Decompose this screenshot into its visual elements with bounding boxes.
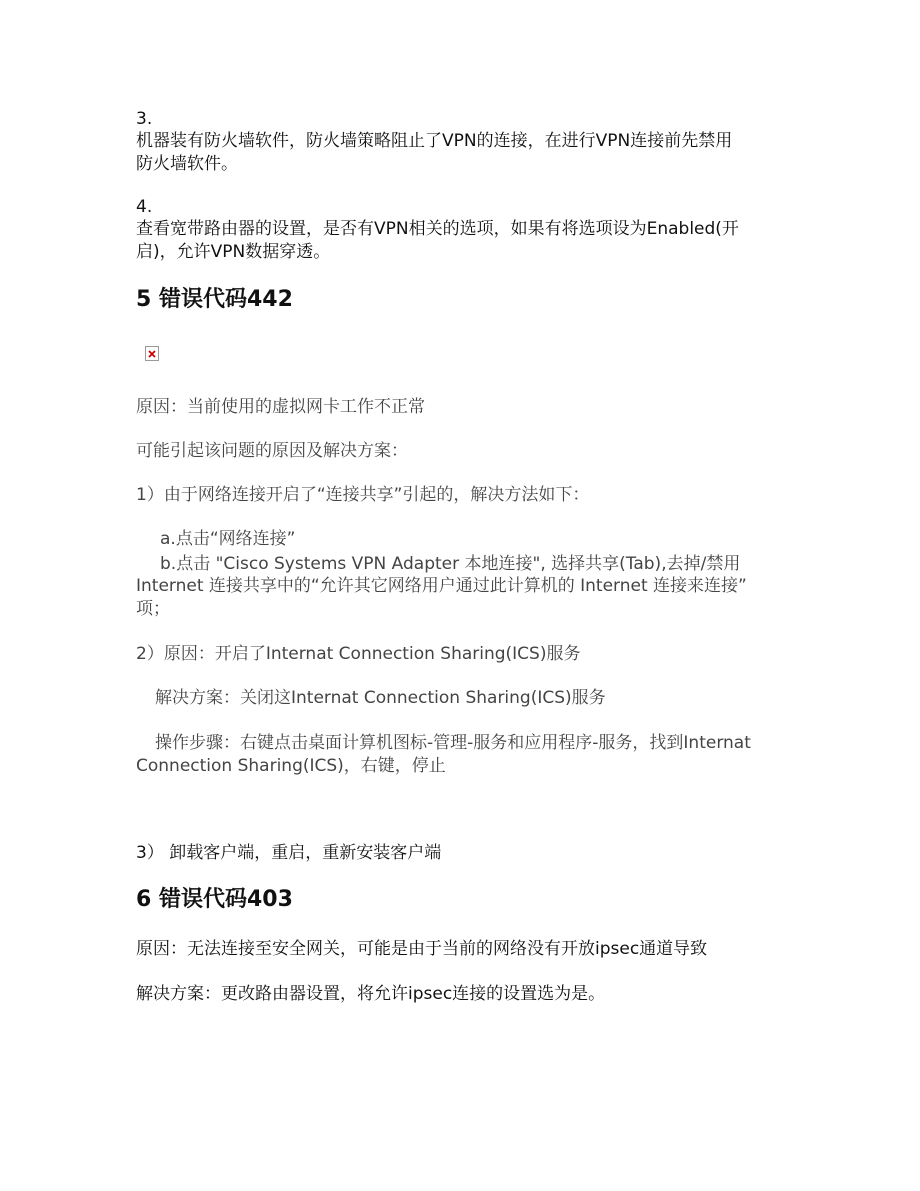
section-5-heading: 5 错误代码442 bbox=[136, 287, 293, 312]
reason-1-step-b-line-2: Internet 连接共享中的“允许其它网络用户通过此计算机的 Internet 连接来连接” bbox=[136, 576, 747, 596]
item-4-text-line-2: 启)，允许VPN数据穿透。 bbox=[136, 242, 331, 262]
item-3-number: 3. bbox=[136, 109, 153, 129]
reason-1-step-b-line-1: b.点击 "Cisco Systems VPN Adapter 本地连接", 选择共享(Tab),去掉/禁用 bbox=[160, 554, 741, 574]
reason-2-steps-line-1: 操作步骤：右键点击桌面计算机图标-管理-服务和应用程序-服务，找到Internat bbox=[155, 733, 751, 753]
item-4-number: 4. bbox=[136, 197, 153, 217]
section-6-heading: 6 错误代码403 bbox=[136, 887, 293, 912]
item-3-text-line-1: 机器装有防火墙软件，防火墙策略阻止了VPN的连接，在进行VPN连接前先禁用 bbox=[136, 131, 733, 151]
reason-2-solution: 解决方案：关闭这Internat Connection Sharing(ICS)服务 bbox=[155, 688, 606, 708]
item-3-text-line-2: 防火墙软件。 bbox=[136, 154, 238, 174]
section-6-cause: 原因：无法连接至安全网关，可能是由于当前的网络没有开放ipsec通道导致 bbox=[136, 939, 708, 959]
item-4-text-line-1: 查看宽带路由器的设置，是否有VPN相关的选项，如果有将选项设为Enabled(开 bbox=[136, 219, 739, 239]
reason-1-step-b-line-3: 项； bbox=[136, 599, 170, 619]
section-5-intro: 可能引起该问题的原因及解决方案： bbox=[136, 441, 408, 461]
broken-image-icon bbox=[145, 346, 159, 361]
section-5-reason-2: 2）原因：开启了Internat Connection Sharing(ICS)服务 bbox=[136, 644, 581, 664]
section-5-reason-1: 1）由于网络连接开启了“连接共享”引起的，解决方法如下： bbox=[136, 485, 590, 505]
section-5-reason-3: 3） 卸载客户端，重启，重新安装客户端 bbox=[136, 843, 442, 863]
reason-1-step-a: a.点击“网络连接” bbox=[160, 529, 296, 549]
section-5-cause: 原因：当前使用的虚拟网卡工作不正常 bbox=[136, 397, 425, 417]
reason-2-steps-line-2: Connection Sharing(ICS)，右键，停止 bbox=[136, 756, 446, 776]
section-6-solution: 解决方案：更改路由器设置，将允许ipsec连接的设置选为是。 bbox=[136, 984, 606, 1004]
